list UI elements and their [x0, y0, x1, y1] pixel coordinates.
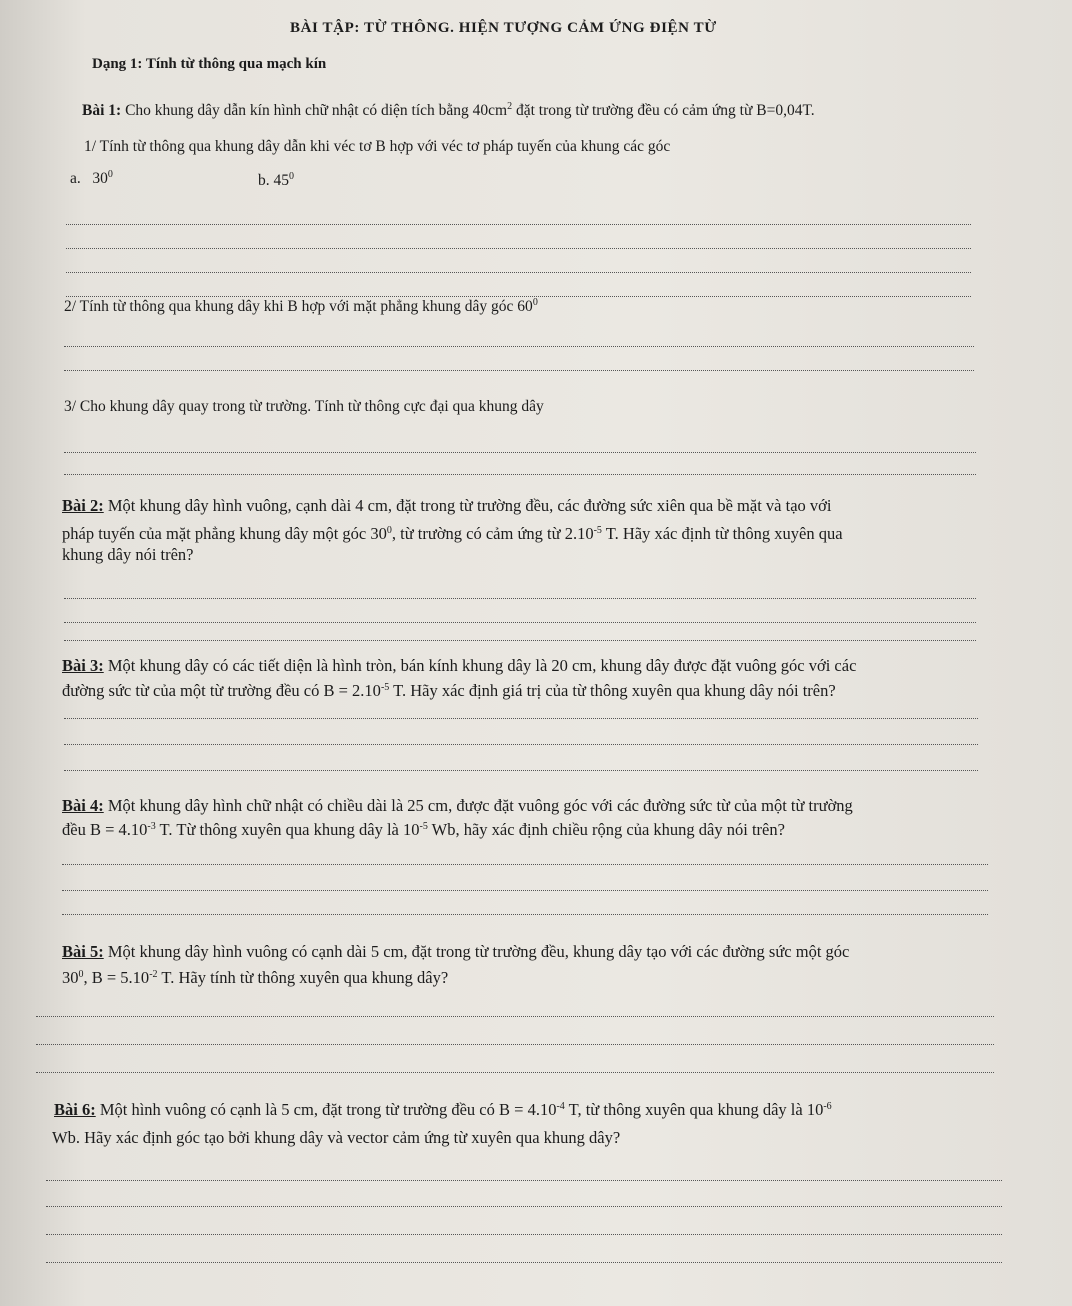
- exercise-6-line-2: Wb. Hãy xác định góc tạo bởi khung dây và vector cảm ứng từ xuyên qua khung dây?: [52, 1128, 621, 1147]
- worksheet-title: BÀI TẬP: TỪ THÔNG. HIỆN TƯỢNG CẢM ỨNG ĐIỆN TỪ: [290, 20, 717, 36]
- answer-line[interactable]: [62, 914, 988, 915]
- answer-line[interactable]: [64, 718, 978, 719]
- answer-line[interactable]: [66, 272, 971, 273]
- answer-line[interactable]: [62, 864, 988, 865]
- exercise-5-line-2: $30^0$, $B = 5.10^{-2}$ T. Hãy tính từ thông xuyên qua khung dây?: [62, 968, 449, 987]
- exercise-3-line-2: đường sức từ của một từ trường đều có $B = 2.10^{-5}$ T. Hãy xác định giá trị của từ thông xuyên qua khung dây nói trên?: [62, 681, 836, 700]
- exercise-6-label: Bài 6:: [54, 1100, 96, 1119]
- answer-line[interactable]: [64, 622, 976, 623]
- answer-line[interactable]: [64, 452, 976, 453]
- section-heading: Dạng 1: Tính từ thông qua mạch kín: [92, 56, 327, 72]
- answer-line[interactable]: [36, 1072, 994, 1073]
- answer-line[interactable]: [64, 744, 978, 745]
- exercise-2-line-1: Bài 2: Một khung dây hình vuông, cạnh dài 4 cm, đặt trong từ trường đều, các đường sức xiên qua bề mặt và tạo với: [62, 496, 832, 515]
- answer-line[interactable]: [62, 890, 988, 891]
- exercise-1-question-3: 3/ Cho khung dây quay trong từ trường. Tính từ thông cực đại qua khung dây: [64, 398, 544, 415]
- exercise-2-line-2: pháp tuyến của mặt phẳng khung dây một góc $30^0$, từ trường có cảm ứng từ $2.10^{-5}$ T. Hãy xác định từ thông xuyên qua: [62, 524, 843, 543]
- option-b: b. $45^0$: [258, 171, 294, 189]
- exercise-4-line-1: Bài 4: Một khung dây hình chữ nhật có chiều dài là 25 cm, được đặt vuông góc với các đường sức từ của một từ trường: [62, 796, 853, 815]
- answer-line[interactable]: [64, 474, 976, 475]
- exercise-4-line-2: đều $B = 4.10^{-3}$ T. Từ thông xuyên qua khung dây là $10^{-5}$ Wb, hãy xác định chiều rộng của khung dây nói trên?: [62, 820, 785, 839]
- answer-line[interactable]: [64, 770, 978, 771]
- answer-line[interactable]: [36, 1016, 994, 1017]
- exercise-2-line-3: khung dây nói trên?: [62, 545, 194, 564]
- answer-line[interactable]: [64, 640, 976, 641]
- exercise-6-line-1: Bài 6: Một hình vuông có cạnh là 5 cm, đặt trong từ trường đều có $B = 4.10^{-4}$ T, từ thông xuyên qua khung dây là $10^{-6}$: [54, 1100, 832, 1119]
- answer-line[interactable]: [64, 346, 974, 347]
- exercise-5-label: Bài 5:: [62, 942, 104, 961]
- exercise-1-statement: Bài 1: Cho khung dây dẫn kín hình chữ nhật có diện tích bằng $40cm^2$ đặt trong từ trường đều có cảm ứng từ B=0,04T.: [82, 101, 815, 119]
- answer-line[interactable]: [66, 224, 971, 225]
- answer-line[interactable]: [46, 1180, 1002, 1181]
- exercise-1-label: Bài 1:: [82, 102, 122, 119]
- answer-line[interactable]: [64, 598, 976, 599]
- exercise-4-label: Bài 4:: [62, 796, 104, 815]
- exercise-5-line-1: Bài 5: Một khung dây hình vuông có cạnh dài 5 cm, đặt trong từ trường đều, khung dây tạo với các đường sức một góc: [62, 942, 850, 961]
- exercise-2-label: Bài 2:: [62, 496, 104, 515]
- answer-line[interactable]: [46, 1206, 1002, 1207]
- answer-line[interactable]: [66, 296, 971, 297]
- exercise-1-question-1: 1/ Tính từ thông qua khung dây dẫn khi véc tơ B hợp với véc tơ pháp tuyến của khung các góc: [84, 138, 671, 155]
- answer-line[interactable]: [66, 248, 971, 249]
- option-a: a. $30^0$: [70, 169, 113, 187]
- exercise-1-question-2: 2/ Tính từ thông qua khung dây khi B hợp với mặt phẳng khung dây góc $60^0$: [64, 297, 538, 315]
- answer-line[interactable]: [46, 1234, 1002, 1235]
- exercise-3-label: Bài 3:: [62, 656, 104, 675]
- exercise-3-line-1: Bài 3: Một khung dây có các tiết diện là hình tròn, bán kính khung dây là 20 cm, khung dây được đặt vuông góc với các: [62, 656, 857, 675]
- answer-line[interactable]: [46, 1262, 1002, 1263]
- answer-line[interactable]: [36, 1044, 994, 1045]
- answer-line[interactable]: [64, 370, 974, 371]
